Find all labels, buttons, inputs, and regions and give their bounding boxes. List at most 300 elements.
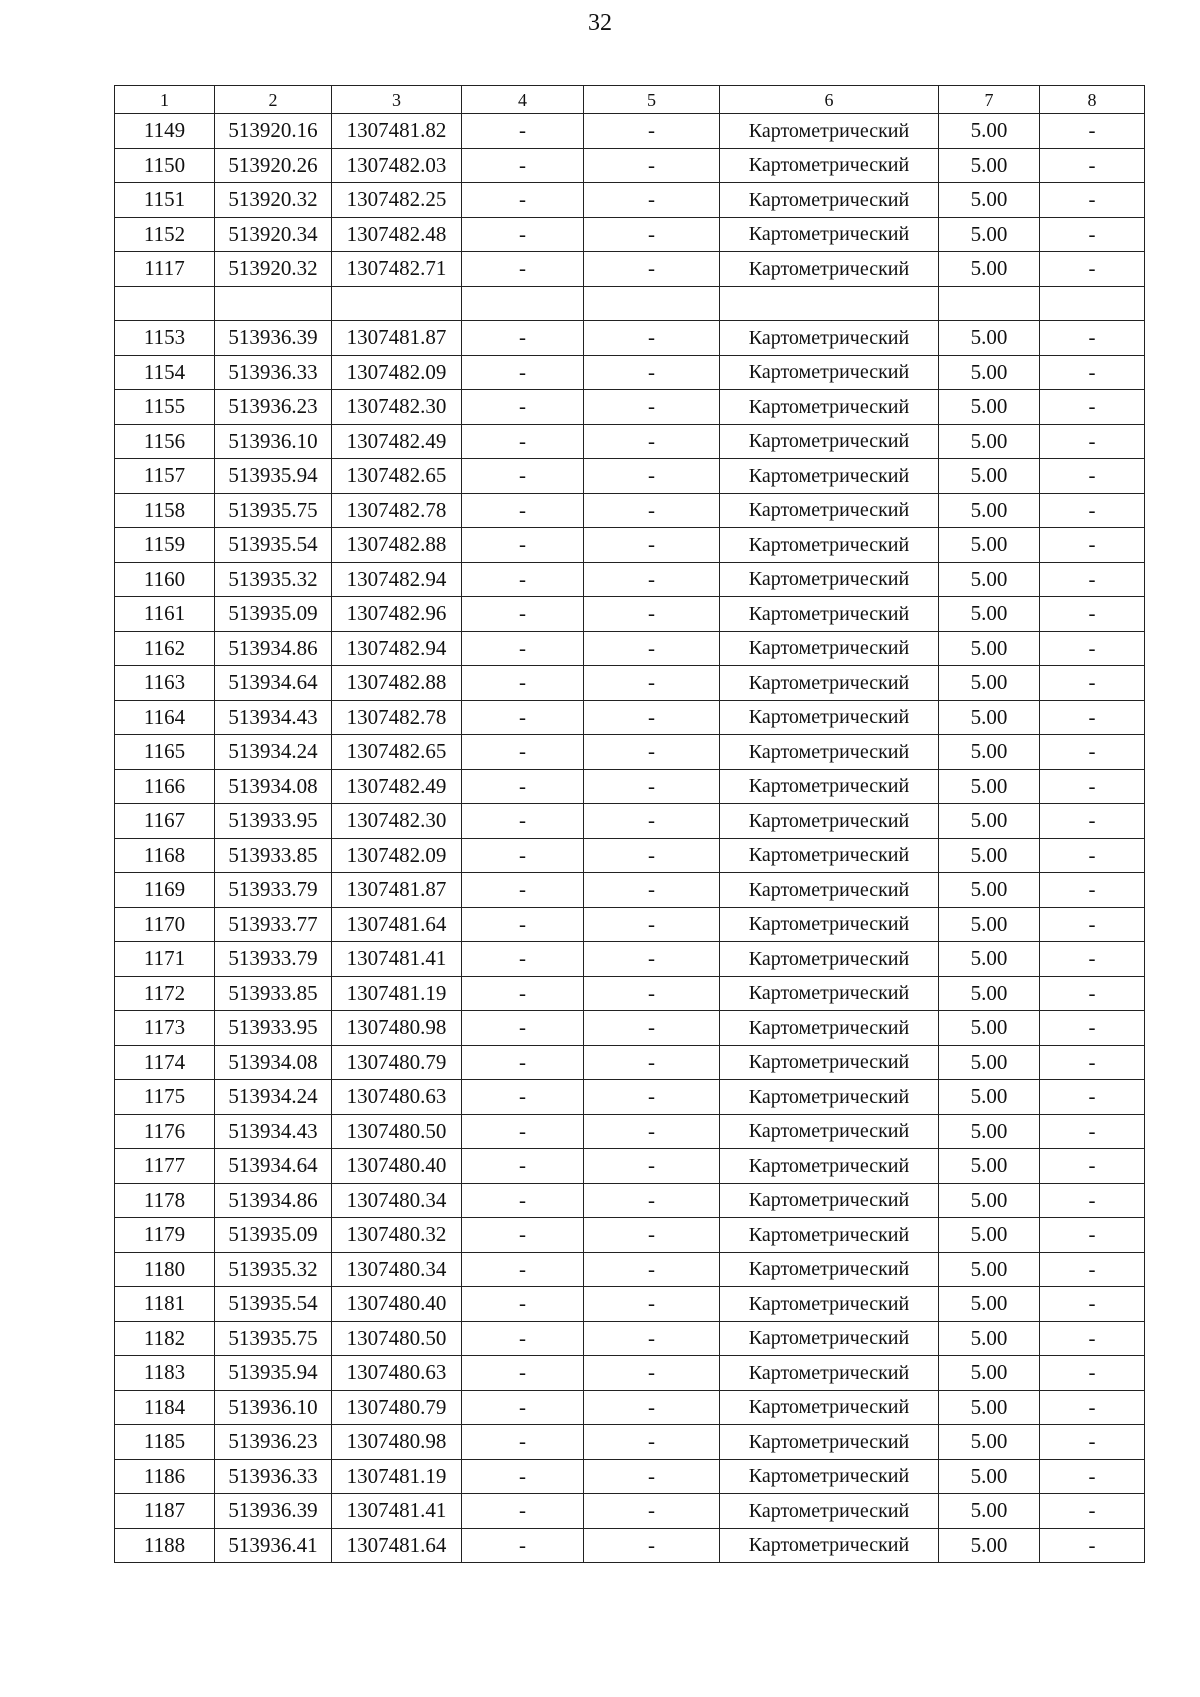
x-coordinate-cell: 513935.75 [215, 1321, 332, 1356]
x-coordinate-cell: 513936.33 [215, 1459, 332, 1494]
method-cell: Картометрический [720, 735, 939, 770]
col4-cell: - [462, 873, 584, 908]
y-coordinate-cell: 1307482.88 [332, 666, 462, 701]
col5-cell: - [584, 493, 720, 528]
method-cell: Картометрический [720, 1149, 939, 1184]
table-row [115, 1459, 1145, 1494]
accuracy-cell: 5.00 [939, 838, 1040, 873]
col5-cell: - [584, 1321, 720, 1356]
table-row [115, 114, 1145, 149]
accuracy-cell: 5.00 [939, 907, 1040, 942]
col8-cell: - [1040, 1183, 1145, 1218]
y-coordinate-cell: 1307481.19 [332, 976, 462, 1011]
col8-cell: - [1040, 1149, 1145, 1184]
col5-cell: - [584, 1045, 720, 1080]
method-cell: Картометрический [720, 114, 939, 149]
table-body [115, 86, 1145, 1563]
x-coordinate-cell: 513933.77 [215, 907, 332, 942]
col4-cell: - [462, 700, 584, 735]
col8-cell: - [1040, 631, 1145, 666]
col8-cell: - [1040, 700, 1145, 735]
x-coordinate-cell: 513936.33 [215, 355, 332, 390]
x-coordinate-cell: 513934.24 [215, 1080, 332, 1115]
table-row [115, 148, 1145, 183]
col4-cell: - [462, 528, 584, 563]
col4-cell: - [462, 1045, 584, 1080]
method-cell: Картометрический [720, 907, 939, 942]
accuracy-cell: 5.00 [939, 700, 1040, 735]
table-row [115, 424, 1145, 459]
y-coordinate-cell: 1307481.64 [332, 1528, 462, 1563]
col5-cell: - [584, 631, 720, 666]
method-cell: Картометрический [720, 700, 939, 735]
col5-cell: - [584, 1011, 720, 1046]
method-cell: Картометрический [720, 1114, 939, 1149]
col4-cell: - [462, 1390, 584, 1425]
col5-cell: - [584, 597, 720, 632]
method-cell: Картометрический [720, 1252, 939, 1287]
point-number-cell: 1165 [115, 735, 215, 770]
accuracy-cell: 5.00 [939, 424, 1040, 459]
x-coordinate-cell: 513935.94 [215, 459, 332, 494]
accuracy-cell: 5.00 [939, 1494, 1040, 1529]
col5-cell: - [584, 1390, 720, 1425]
method-cell: Картометрический [720, 976, 939, 1011]
point-number-cell: 1171 [115, 942, 215, 977]
table-row [115, 355, 1145, 390]
table-row [115, 1390, 1145, 1425]
col4-cell: - [462, 183, 584, 218]
y-coordinate-cell: 1307480.79 [332, 1390, 462, 1425]
accuracy-cell: 5.00 [939, 493, 1040, 528]
page-number: 32 [588, 10, 612, 36]
x-coordinate-cell: 513934.08 [215, 1045, 332, 1080]
y-coordinate-cell: 1307482.94 [332, 631, 462, 666]
x-coordinate-cell: 513934.24 [215, 735, 332, 770]
method-cell: Картометрический [720, 769, 939, 804]
col5-cell: - [584, 1080, 720, 1115]
table-row [115, 700, 1145, 735]
method-cell: Картометрический [720, 1528, 939, 1563]
method-cell: Картометрический [720, 217, 939, 252]
col5-cell: - [584, 1528, 720, 1563]
col8-cell: - [1040, 942, 1145, 977]
method-cell [720, 286, 939, 321]
x-coordinate-cell: 513936.23 [215, 390, 332, 425]
point-number-cell: 1173 [115, 1011, 215, 1046]
col8-cell: - [1040, 1425, 1145, 1460]
accuracy-cell: 5.00 [939, 1425, 1040, 1460]
method-cell: Картометрический [720, 1321, 939, 1356]
method-cell: Картометрический [720, 1459, 939, 1494]
table-header-row [115, 86, 1145, 114]
point-number-cell: 1152 [115, 217, 215, 252]
method-cell: Картометрический [720, 1390, 939, 1425]
y-coordinate-cell: 1307482.09 [332, 838, 462, 873]
col8-cell: - [1040, 1459, 1145, 1494]
col4-cell: - [462, 114, 584, 149]
x-coordinate-cell: 513935.32 [215, 1252, 332, 1287]
x-coordinate-cell: 513936.23 [215, 1425, 332, 1460]
y-coordinate-cell: 1307480.98 [332, 1011, 462, 1046]
accuracy-cell: 5.00 [939, 114, 1040, 149]
method-cell: Картометрический [720, 355, 939, 390]
table-row [115, 528, 1145, 563]
col5-cell: - [584, 1494, 720, 1529]
col4-cell: - [462, 1011, 584, 1046]
method-cell: Картометрический [720, 183, 939, 218]
y-coordinate-cell: 1307482.88 [332, 528, 462, 563]
col5-cell: - [584, 1356, 720, 1391]
accuracy-cell: 5.00 [939, 148, 1040, 183]
table-row [115, 597, 1145, 632]
method-cell: Картометрический [720, 1356, 939, 1391]
x-coordinate-cell: 513920.34 [215, 217, 332, 252]
y-coordinate-cell: 1307482.71 [332, 252, 462, 287]
col8-cell: - [1040, 183, 1145, 218]
col4-cell: - [462, 976, 584, 1011]
col5-cell: - [584, 424, 720, 459]
col4-cell: - [462, 1494, 584, 1529]
x-coordinate-cell: 513934.86 [215, 1183, 332, 1218]
col4-cell: - [462, 597, 584, 632]
col5-cell: - [584, 735, 720, 770]
accuracy-cell: 5.00 [939, 769, 1040, 804]
x-coordinate-cell [215, 286, 332, 321]
table-row [115, 1080, 1145, 1115]
col4-cell: - [462, 1528, 584, 1563]
accuracy-cell: 5.00 [939, 1218, 1040, 1253]
x-coordinate-cell: 513935.09 [215, 1218, 332, 1253]
table-row [115, 217, 1145, 252]
point-number-cell: 1178 [115, 1183, 215, 1218]
point-number-cell: 1182 [115, 1321, 215, 1356]
col5-cell: - [584, 1459, 720, 1494]
x-coordinate-cell: 513936.41 [215, 1528, 332, 1563]
y-coordinate-cell: 1307480.40 [332, 1149, 462, 1184]
accuracy-cell: 5.00 [939, 976, 1040, 1011]
point-number-cell: 1153 [115, 321, 215, 356]
table-row [115, 1218, 1145, 1253]
col5-cell: - [584, 321, 720, 356]
point-number-cell: 1177 [115, 1149, 215, 1184]
x-coordinate-cell: 513935.54 [215, 1287, 332, 1322]
col8-cell: - [1040, 1045, 1145, 1080]
col8-cell: - [1040, 355, 1145, 390]
point-number-cell: 1184 [115, 1390, 215, 1425]
table-row [115, 562, 1145, 597]
col4-cell: - [462, 1425, 584, 1460]
accuracy-cell: 5.00 [939, 183, 1040, 218]
col8-cell: - [1040, 459, 1145, 494]
col4-cell: - [462, 804, 584, 839]
column-header: 3 [332, 86, 462, 114]
col4-cell: - [462, 631, 584, 666]
col4-cell: - [462, 1287, 584, 1322]
y-coordinate-cell: 1307481.87 [332, 873, 462, 908]
col8-cell: - [1040, 666, 1145, 701]
x-coordinate-cell: 513934.64 [215, 1149, 332, 1184]
table-row [115, 1183, 1145, 1218]
x-coordinate-cell: 513920.32 [215, 252, 332, 287]
col8-cell: - [1040, 1390, 1145, 1425]
x-coordinate-cell: 513934.43 [215, 700, 332, 735]
col5-cell: - [584, 942, 720, 977]
y-coordinate-cell: 1307480.34 [332, 1252, 462, 1287]
x-coordinate-cell: 513934.08 [215, 769, 332, 804]
accuracy-cell: 5.00 [939, 1114, 1040, 1149]
point-number-cell: 1180 [115, 1252, 215, 1287]
y-coordinate-cell: 1307480.63 [332, 1080, 462, 1115]
col8-cell: - [1040, 1011, 1145, 1046]
point-number-cell: 1176 [115, 1114, 215, 1149]
col4-cell: - [462, 562, 584, 597]
y-coordinate-cell: 1307480.40 [332, 1287, 462, 1322]
y-coordinate-cell: 1307481.87 [332, 321, 462, 356]
col5-cell: - [584, 459, 720, 494]
col8-cell: - [1040, 493, 1145, 528]
point-number-cell: 1151 [115, 183, 215, 218]
accuracy-cell: 5.00 [939, 217, 1040, 252]
method-cell: Картометрический [720, 424, 939, 459]
col5-cell: - [584, 217, 720, 252]
table-row [115, 321, 1145, 356]
table-row [115, 1425, 1145, 1460]
y-coordinate-cell: 1307482.25 [332, 183, 462, 218]
col4-cell: - [462, 424, 584, 459]
x-coordinate-cell: 513920.32 [215, 183, 332, 218]
table-row [115, 804, 1145, 839]
accuracy-cell: 5.00 [939, 528, 1040, 563]
column-header: 1 [115, 86, 215, 114]
col8-cell: - [1040, 907, 1145, 942]
table-row [115, 1011, 1145, 1046]
method-cell: Картометрический [720, 252, 939, 287]
col5-cell: - [584, 873, 720, 908]
table-row [115, 1494, 1145, 1529]
col4-cell: - [462, 252, 584, 287]
col4-cell: - [462, 355, 584, 390]
col8-cell: - [1040, 1287, 1145, 1322]
col4-cell: - [462, 1321, 584, 1356]
col8-cell [1040, 286, 1145, 321]
col8-cell: - [1040, 1321, 1145, 1356]
point-number-cell: 1174 [115, 1045, 215, 1080]
column-header: 4 [462, 86, 584, 114]
col5-cell: - [584, 838, 720, 873]
col4-cell: - [462, 390, 584, 425]
x-coordinate-cell: 513933.95 [215, 1011, 332, 1046]
coordinates-table [114, 85, 1145, 1563]
table-row [115, 1114, 1145, 1149]
col4-cell: - [462, 1459, 584, 1494]
accuracy-cell: 5.00 [939, 804, 1040, 839]
x-coordinate-cell: 513933.85 [215, 976, 332, 1011]
x-coordinate-cell: 513920.16 [215, 114, 332, 149]
table-row [115, 1045, 1145, 1080]
col8-cell: - [1040, 597, 1145, 632]
y-coordinate-cell: 1307482.30 [332, 390, 462, 425]
y-coordinate-cell: 1307482.49 [332, 769, 462, 804]
col4-cell: - [462, 1149, 584, 1184]
table-row [115, 1321, 1145, 1356]
y-coordinate-cell: 1307480.98 [332, 1425, 462, 1460]
col4-cell: - [462, 838, 584, 873]
x-coordinate-cell: 513935.75 [215, 493, 332, 528]
accuracy-cell: 5.00 [939, 1528, 1040, 1563]
col8-cell: - [1040, 873, 1145, 908]
y-coordinate-cell: 1307480.34 [332, 1183, 462, 1218]
table-row [115, 735, 1145, 770]
y-coordinate-cell: 1307482.78 [332, 700, 462, 735]
table-row [115, 769, 1145, 804]
x-coordinate-cell: 513933.79 [215, 873, 332, 908]
point-number-cell: 1117 [115, 252, 215, 287]
col5-cell: - [584, 769, 720, 804]
point-number-cell: 1170 [115, 907, 215, 942]
col8-cell: - [1040, 1218, 1145, 1253]
col4-cell: - [462, 493, 584, 528]
col4-cell [462, 286, 584, 321]
y-coordinate-cell: 1307482.30 [332, 804, 462, 839]
table-row [115, 666, 1145, 701]
table-row [115, 252, 1145, 287]
point-number-cell: 1149 [115, 114, 215, 149]
table-row [115, 390, 1145, 425]
method-cell: Картометрический [720, 321, 939, 356]
method-cell: Картометрический [720, 148, 939, 183]
y-coordinate-cell [332, 286, 462, 321]
col8-cell: - [1040, 1494, 1145, 1529]
col5-cell: - [584, 1114, 720, 1149]
accuracy-cell: 5.00 [939, 390, 1040, 425]
accuracy-cell: 5.00 [939, 252, 1040, 287]
point-number-cell: 1181 [115, 1287, 215, 1322]
col8-cell: - [1040, 1080, 1145, 1115]
y-coordinate-cell: 1307480.32 [332, 1218, 462, 1253]
col5-cell: - [584, 252, 720, 287]
col8-cell: - [1040, 1114, 1145, 1149]
x-coordinate-cell: 513936.10 [215, 424, 332, 459]
col5-cell: - [584, 1252, 720, 1287]
accuracy-cell: 5.00 [939, 1149, 1040, 1184]
accuracy-cell: 5.00 [939, 1252, 1040, 1287]
accuracy-cell: 5.00 [939, 1356, 1040, 1391]
col5-cell: - [584, 390, 720, 425]
point-number-cell: 1167 [115, 804, 215, 839]
col5-cell [584, 286, 720, 321]
col4-cell: - [462, 942, 584, 977]
col5-cell: - [584, 114, 720, 149]
col8-cell: - [1040, 1252, 1145, 1287]
col5-cell: - [584, 1287, 720, 1322]
accuracy-cell: 5.00 [939, 321, 1040, 356]
column-header: 8 [1040, 86, 1145, 114]
table-row [115, 1356, 1145, 1391]
y-coordinate-cell: 1307480.63 [332, 1356, 462, 1391]
point-number-cell: 1172 [115, 976, 215, 1011]
accuracy-cell: 5.00 [939, 631, 1040, 666]
x-coordinate-cell: 513934.86 [215, 631, 332, 666]
accuracy-cell: 5.00 [939, 459, 1040, 494]
y-coordinate-cell: 1307482.65 [332, 459, 462, 494]
table-row [115, 907, 1145, 942]
y-coordinate-cell: 1307480.79 [332, 1045, 462, 1080]
table-row [115, 942, 1145, 977]
x-coordinate-cell: 513934.43 [215, 1114, 332, 1149]
col4-cell: - [462, 735, 584, 770]
x-coordinate-cell: 513935.54 [215, 528, 332, 563]
y-coordinate-cell: 1307482.49 [332, 424, 462, 459]
col4-cell: - [462, 321, 584, 356]
table-row [115, 1149, 1145, 1184]
col5-cell: - [584, 148, 720, 183]
col8-cell: - [1040, 217, 1145, 252]
accuracy-cell: 5.00 [939, 1390, 1040, 1425]
col8-cell: - [1040, 114, 1145, 149]
x-coordinate-cell: 513934.64 [215, 666, 332, 701]
method-cell: Картометрический [720, 1218, 939, 1253]
accuracy-cell: 5.00 [939, 355, 1040, 390]
col4-cell: - [462, 1356, 584, 1391]
col5-cell: - [584, 804, 720, 839]
y-coordinate-cell: 1307481.41 [332, 1494, 462, 1529]
accuracy-cell: 5.00 [939, 1011, 1040, 1046]
col5-cell: - [584, 562, 720, 597]
y-coordinate-cell: 1307482.48 [332, 217, 462, 252]
method-cell: Картометрический [720, 493, 939, 528]
table-row [115, 873, 1145, 908]
col4-cell: - [462, 148, 584, 183]
col5-cell: - [584, 907, 720, 942]
point-number-cell: 1150 [115, 148, 215, 183]
x-coordinate-cell: 513936.39 [215, 1494, 332, 1529]
col8-cell: - [1040, 1356, 1145, 1391]
table-row [115, 183, 1145, 218]
y-coordinate-cell: 1307482.09 [332, 355, 462, 390]
y-coordinate-cell: 1307482.78 [332, 493, 462, 528]
col5-cell: - [584, 666, 720, 701]
x-coordinate-cell: 513920.26 [215, 148, 332, 183]
accuracy-cell [939, 286, 1040, 321]
table-row [115, 976, 1145, 1011]
accuracy-cell: 5.00 [939, 1045, 1040, 1080]
col4-cell: - [462, 1114, 584, 1149]
point-number-cell: 1159 [115, 528, 215, 563]
x-coordinate-cell: 513935.94 [215, 1356, 332, 1391]
point-number-cell: 1185 [115, 1425, 215, 1460]
col8-cell: - [1040, 769, 1145, 804]
table-row [115, 631, 1145, 666]
x-coordinate-cell: 513935.09 [215, 597, 332, 632]
y-coordinate-cell: 1307482.94 [332, 562, 462, 597]
table-row [115, 1252, 1145, 1287]
col8-cell: - [1040, 562, 1145, 597]
y-coordinate-cell: 1307482.03 [332, 148, 462, 183]
method-cell: Картометрический [720, 1045, 939, 1080]
point-number-cell: 1186 [115, 1459, 215, 1494]
column-header: 5 [584, 86, 720, 114]
point-number-cell: 1154 [115, 355, 215, 390]
point-number-cell: 1162 [115, 631, 215, 666]
method-cell: Картометрический [720, 562, 939, 597]
point-number-cell: 1183 [115, 1356, 215, 1391]
method-cell: Картометрический [720, 1080, 939, 1115]
col8-cell: - [1040, 424, 1145, 459]
method-cell: Картометрический [720, 804, 939, 839]
col5-cell: - [584, 528, 720, 563]
method-cell: Картометрический [720, 666, 939, 701]
